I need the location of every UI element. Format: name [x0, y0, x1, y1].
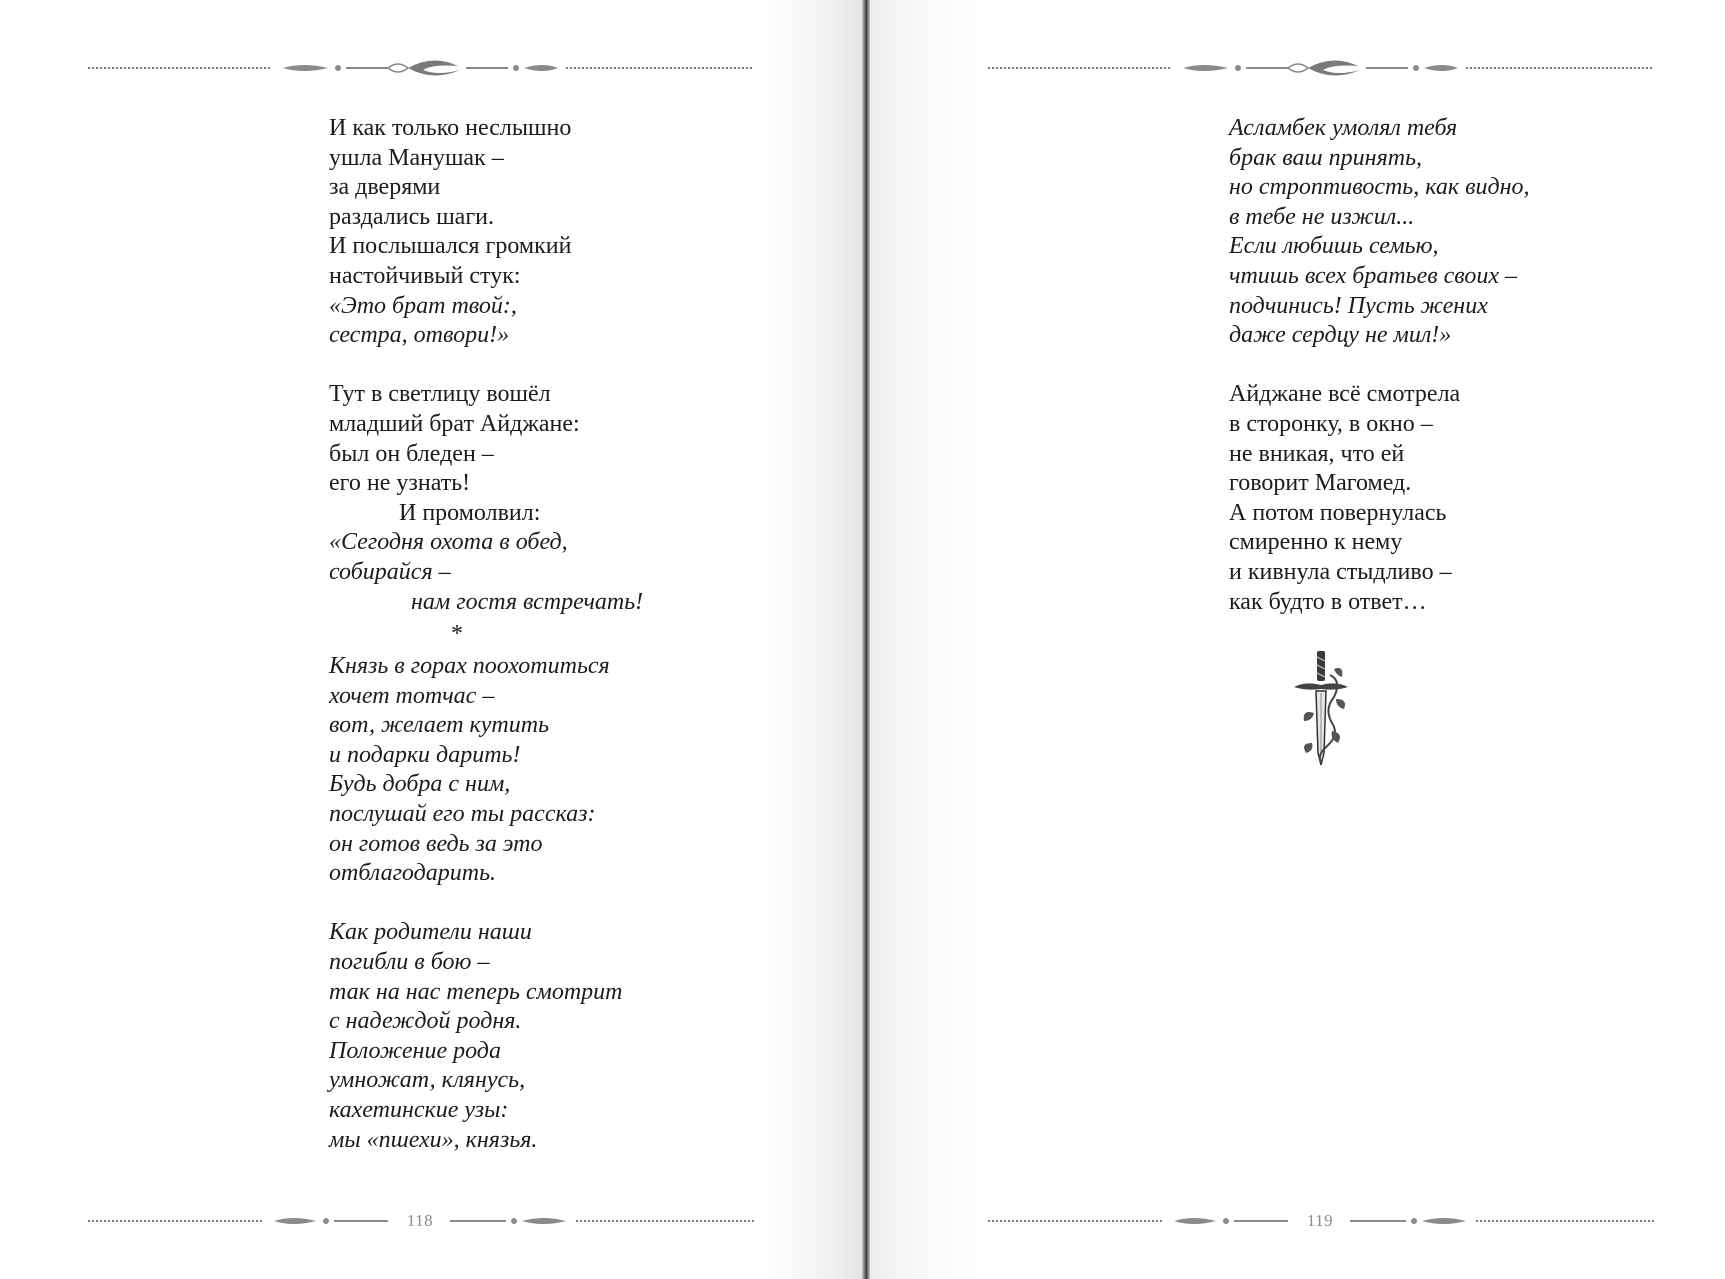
stanza [1229, 380, 1530, 617]
poem-line: раздались шаги. [329, 203, 495, 230]
poem-line: ушла Манушак – [329, 144, 504, 171]
poem-line: младший брат Айджане: [329, 410, 580, 437]
poem-line: и подарки дарить! [329, 741, 521, 768]
poem-line: нам гостя встречать! [411, 588, 644, 615]
poem-line: собирайся – [329, 558, 451, 585]
poem-line: Тут в светлицу вошёл [329, 381, 551, 408]
left-page [0, 0, 862, 1279]
poem-line: так на нас теперь смотрит [329, 978, 623, 1005]
poem-line: и кивнула стыдливо – [1229, 558, 1452, 585]
poem-line: умножат, клянусь, [329, 1067, 526, 1094]
poem-line: Айджане всё смотрела [1229, 381, 1461, 408]
poem-line: Как родители наши [329, 919, 532, 946]
stanza [329, 114, 643, 351]
section-separator: * [451, 621, 463, 648]
poem-line: за дверями [329, 174, 441, 201]
poem-line: брак ваш принять, [1229, 144, 1422, 171]
poem-line: «Сегодня охота в обед, [329, 529, 568, 556]
poem-line: говорит Магомед. [1229, 470, 1412, 497]
page-number-left: 118 [406, 1211, 434, 1230]
header-ornament-left [88, 56, 754, 80]
poem-line: И послышался громкий [329, 233, 572, 260]
poem-line: Положение рода [329, 1037, 501, 1064]
left-poem [329, 114, 643, 1185]
poem-line: не вникая, что ей [1229, 440, 1405, 467]
poem-line: его не узнать! [329, 470, 471, 497]
book-spine [862, 0, 870, 1279]
poem-line: хочет тотчас – [329, 682, 495, 709]
poem-line: как будто в ответ… [1229, 588, 1427, 615]
page-number-right: 119 [1306, 1211, 1334, 1230]
stanza [329, 380, 643, 617]
poem-line: чтишь всех братьев своих – [1229, 262, 1518, 289]
poem-line: в сторонку, в окно – [1229, 410, 1433, 437]
poem-line: кахетинские узы: [329, 1097, 509, 1123]
poem-line: «Это брат твой:, [329, 292, 517, 319]
poem-line: был он бледен – [329, 440, 494, 467]
poem-line: И как только неслышно [329, 115, 572, 141]
poem-line: погибли в бою – [329, 949, 490, 976]
poem-line: Князь в горах поохотиться [329, 653, 610, 680]
poem-line: мы «пшехи», князья. [329, 1126, 538, 1153]
poem-line: даже сердцу не мил!» [1229, 322, 1452, 349]
poem-line: вот, желает кутить [329, 712, 549, 739]
poem-line: с надеждой родня. [329, 1008, 522, 1035]
poem-line: смиренно к нему [1229, 529, 1403, 556]
poem-line: А потом повернулась [1229, 499, 1447, 526]
right-poem [1229, 114, 1530, 647]
poem-line: Если любишь семью, [1229, 233, 1439, 260]
poem-line: сестра, отвори!» [329, 322, 510, 349]
stanza [329, 918, 643, 1155]
stanza [329, 652, 643, 889]
stanza [1229, 114, 1530, 351]
poem-line: настойчивый стук: [329, 262, 521, 289]
poem-line: отблагодарить. [329, 860, 497, 887]
right-page [870, 0, 1725, 1279]
poem-line: но строптивость, как видно, [1229, 174, 1530, 201]
poem-line: Асламбек умолял тебя [1229, 115, 1458, 141]
poem-line: послушай его ты рассказ: [329, 801, 596, 828]
header-ornament-right [988, 56, 1654, 80]
flourish-icon [88, 56, 754, 80]
dagger-with-vine-icon [1286, 647, 1356, 771]
poem-line: И промолвил: [399, 499, 541, 526]
poem-line: подчинись! Пусть жених [1229, 292, 1488, 319]
poem-line: он готов ведь за это [329, 830, 543, 857]
poem-line: в тебе не изжил... [1229, 203, 1415, 230]
flourish-icon [988, 56, 1654, 80]
poem-line: Будь добра с ним, [329, 771, 511, 798]
